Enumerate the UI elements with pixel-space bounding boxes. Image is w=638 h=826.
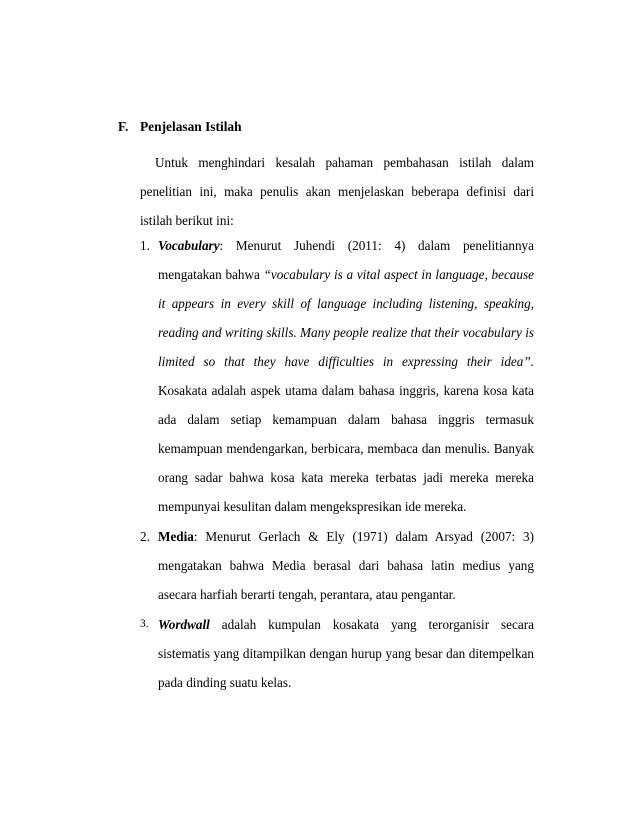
term-wordwall: Wordwall (158, 617, 210, 632)
list-item-vocabulary (140, 231, 534, 521)
list-number: 3. (140, 618, 149, 630)
definition-text: : Menurut Gerlach & Ely (1971) dalam Arsyad (2007: 3) mengatakan bahwa Media berasal dari bahasa latin medius yang asecara harfiah berarti tengah, perantara, atau pengantar. (158, 529, 534, 602)
intro-paragraph: Untuk menghindari kesalah pahaman pembahasan istilah dalam penelitian ini, maka penulis akan menjelaskan beberapa definisi dari istilah berikut ini: (140, 155, 534, 228)
list-item-media (140, 522, 534, 609)
section-title: Penjelasan Istilah (140, 119, 242, 134)
term-media: Media (158, 529, 194, 544)
list-item-wordwall (140, 610, 534, 697)
definition-list (140, 231, 534, 698)
list-number: 1. (140, 238, 150, 253)
definition-lead: : Menurut Juhendi (2011: 4) dalam penelitiannya mengatakan bahwa (158, 238, 534, 282)
definition-text: Kosakata adalah aspek utama dalam bahasa inggris, karena kosa kata ada dalam setiap kemampuan dalam bahasa inggris termasuk kemampuan mendengarkan, berbicara, membaca dan menulis. Banyak orang sadar bahwa kosa kata mereka terbatas jadi mereka mereka mempunyai kesulitan dalam mengekspresikan ide mereka. (158, 383, 534, 514)
definition-text: adalah kumpulan kosakata yang terorganisir secara sistematis yang ditampilkan dengan hurup yang besar dan ditempelkan pada dinding suatu kelas. (158, 617, 534, 690)
section-heading (118, 119, 242, 135)
term-vocabulary: Vocabulary (158, 238, 220, 253)
definition-quote: “vocabulary is a vital aspect in language, because it appears in every skill of language including listening, speaking, reading and writing skills. Many people realize that their vocabulary is limited so that they have difficulties in expressing their idea”. (158, 267, 534, 369)
section-letter: F. (118, 119, 129, 134)
list-number: 2. (140, 529, 150, 544)
